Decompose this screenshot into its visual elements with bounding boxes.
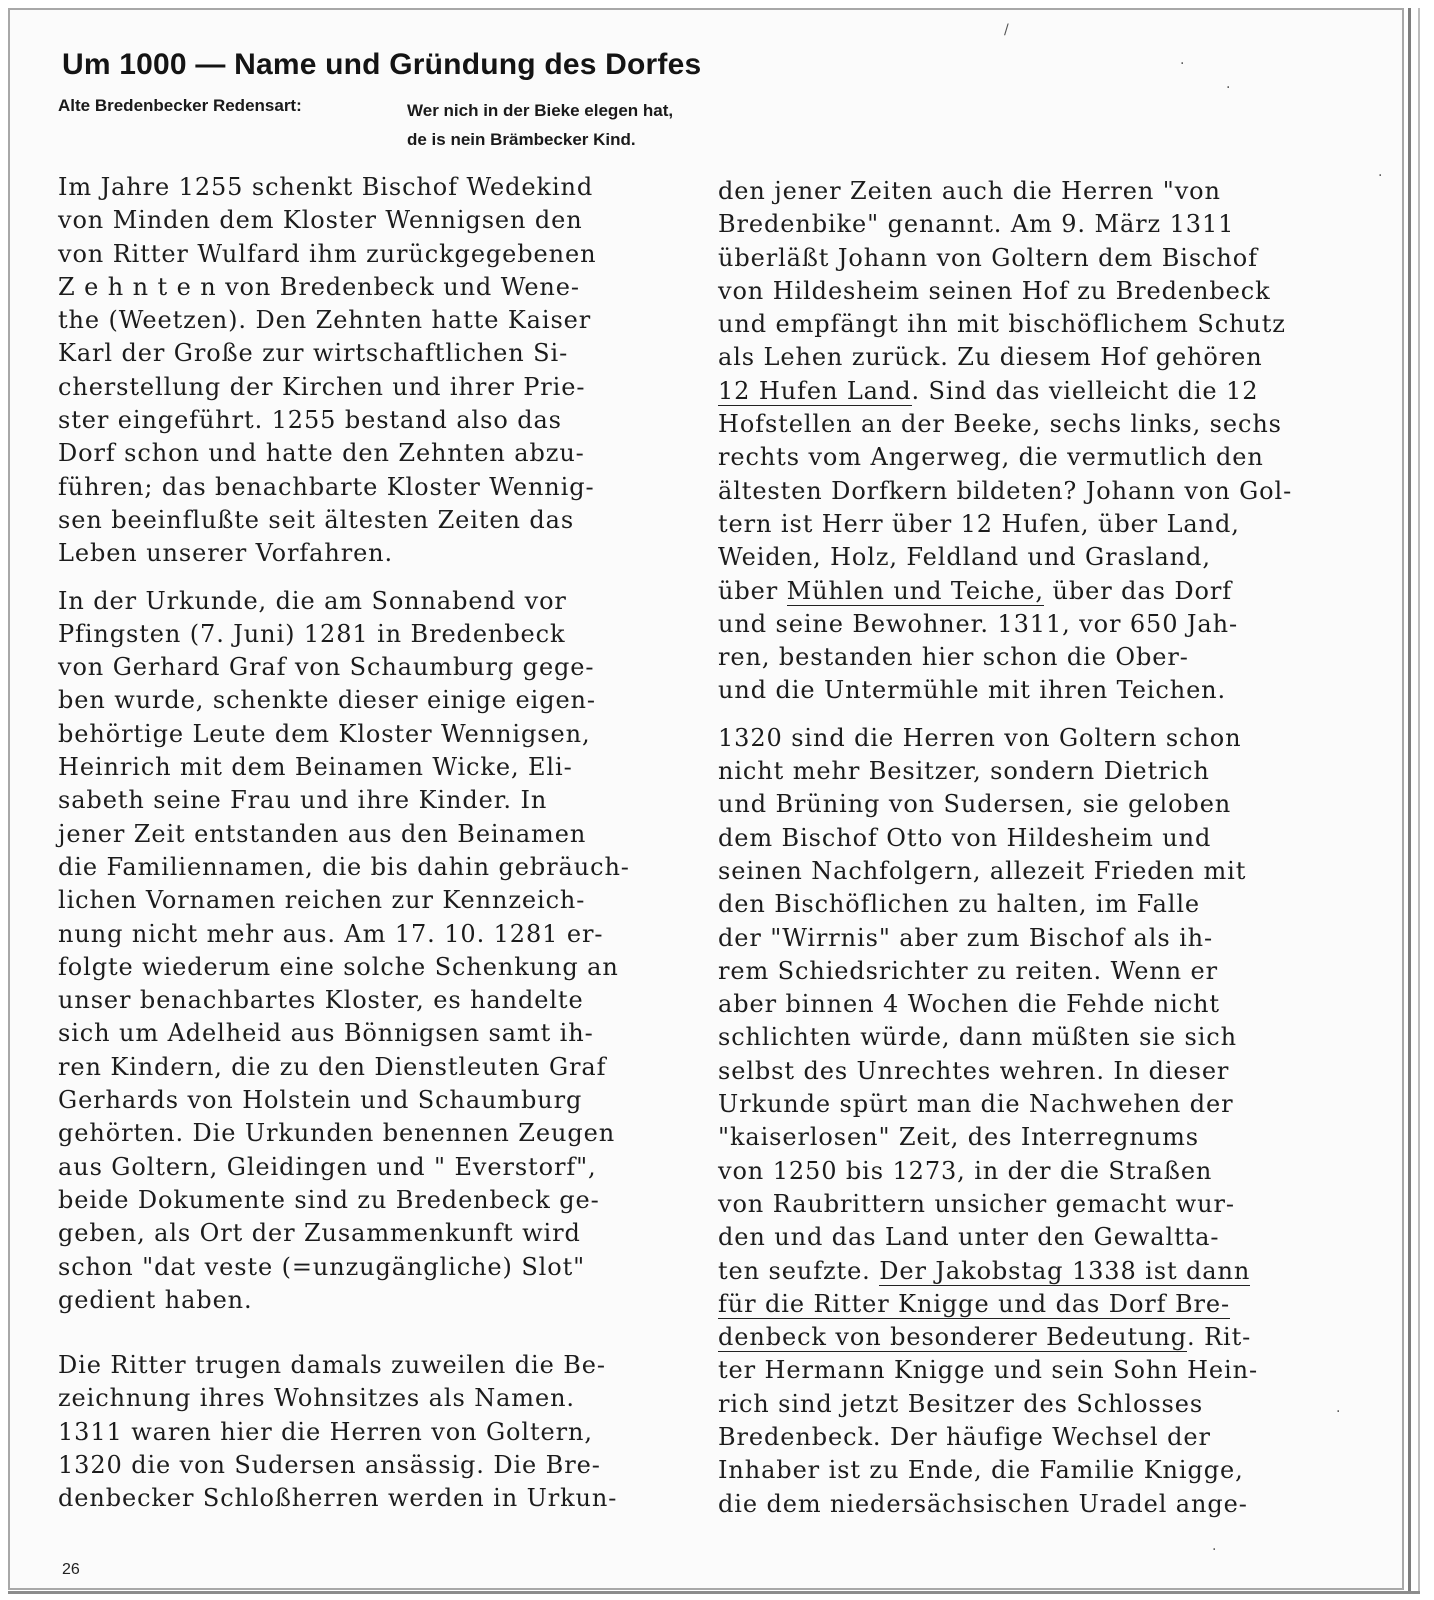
text-line: aus Goltern, Gleidingen und " Everstorf", — [58, 1152, 597, 1181]
page-number: 26 — [62, 1561, 80, 1578]
text-line: Heinrich mit dem Beinamen Wicke, Eli- — [58, 753, 573, 782]
text-line: und seine Bewohner. 1311, vor 650 Jah- — [718, 609, 1239, 638]
text-line: und Brüning von Sudersen, sie geloben — [718, 790, 1232, 819]
text-line: führen; das benachbarte Kloster Wennig- — [58, 472, 595, 501]
text-line — [718, 375, 1378, 408]
text-span: über — [718, 576, 787, 605]
text-line: Bredenbeck. Der häufige Wechsel der — [718, 1422, 1211, 1451]
text-line: 1320 die von Sudersen ansässig. Die Bre- — [58, 1450, 601, 1479]
text-line: geben, als Ort der Zusammenkunft wird — [58, 1219, 581, 1248]
underlined-text: Mühlen und Teiche, — [786, 576, 1044, 605]
saying-text — [407, 96, 673, 154]
text-line: tern ist Herr über 12 Hufen, über Land, — [718, 509, 1240, 538]
text-line: der "Wirrnis" aber zum Bischof als ih- — [718, 923, 1214, 952]
text-line: Z e h n t e n von Bredenbeck und Wene- — [58, 272, 580, 301]
text-line: lichen Vornamen reichen zur Kennzeich- — [58, 886, 586, 915]
text-line: den und das Land unter den Gewaltta- — [718, 1223, 1220, 1252]
right-column — [718, 175, 1378, 1521]
paragraph-3 — [58, 1349, 718, 1515]
scan-edge-right — [1408, 8, 1420, 1592]
paragraph-1 — [58, 171, 718, 571]
saying-label: Alte Bredenbecker Redensart: — [58, 96, 302, 115]
text-line: Im Jahre 1255 schenkt Bischof Wedekind — [58, 173, 594, 201]
text-line: Die Ritter trugen damals zuweilen die Be- — [58, 1351, 606, 1380]
text-line: schon "dat veste (=unzugängliche) Slot" — [58, 1252, 586, 1281]
text-span: ten seufzte. — [718, 1256, 880, 1285]
text-line: gehörten. Die Urkunden benennen Zeugen — [58, 1119, 616, 1148]
scan-speck: · — [1336, 1404, 1341, 1420]
text-line: unser benachbartes Kloster, es handelte — [58, 986, 584, 1015]
text-line: rechts vom Angerweg, die vermutlich den — [718, 443, 1264, 472]
text-line: ren, bestanden hier schon die Ober- — [718, 643, 1189, 672]
text-line: von Hildesheim seinen Hof zu Bredenbeck — [718, 276, 1271, 305]
text-span: . Rit- — [1187, 1323, 1252, 1352]
text-line: 1311 waren hier die Herren von Goltern, — [58, 1417, 593, 1446]
text-line: den Bischöflichen zu halten, im Falle — [718, 890, 1201, 919]
underlined-text: Der Jakobstag 1338 ist dann — [879, 1256, 1251, 1285]
text-line: nung nicht mehr aus. Am 17. 10. 1281 er- — [58, 919, 604, 948]
text-line: beide Dokumente sind zu Bredenbeck ge- — [58, 1185, 600, 1214]
text-line: sich um Adelheid aus Bönnigsen samt ih- — [58, 1019, 594, 1048]
text-line: ster eingeführt. 1255 bestand also das — [58, 406, 562, 435]
text-line: den jener Zeiten auch die Herren "von — [718, 177, 1221, 205]
text-line: Bredenbike" genannt. Am 9. März 1311 — [718, 210, 1235, 239]
text-line: Dorf schon und hatte den Zehnten abzu- — [58, 439, 585, 468]
left-column — [58, 171, 718, 1516]
text-line: folgte wiederum eine solche Schenkung an — [58, 952, 619, 981]
text-span: über das Dorf — [1043, 576, 1232, 605]
text-line: und empfängt ihn mit bischöflichem Schutz — [718, 310, 1286, 339]
text-line: sen beeinflußte seit ältesten Zeiten das — [58, 505, 575, 534]
underlined-text: 12 Hufen Land — [718, 376, 912, 405]
text-line: "kaiserlosen" Zeit, des Interregnums — [718, 1123, 1199, 1152]
text-line: Weiden, Holz, Feldland und Grasland, — [718, 543, 1211, 572]
text-line: sabeth seine Frau und ihre Kinder. In — [58, 786, 548, 815]
text-line — [718, 1255, 1378, 1288]
text-line: schlichten würde, dann müßten sie sich — [718, 1023, 1238, 1052]
text-line: Urkunde spürt man die Nachwehen der — [718, 1090, 1234, 1119]
text-line: die dem niedersächsischen Uradel ange- — [718, 1489, 1248, 1518]
text-line: Leben unserer Vorfahren. — [58, 539, 394, 568]
paragraph-5 — [718, 722, 1378, 1521]
scan-speck: · — [1226, 80, 1231, 96]
text-line: nicht mehr Besitzer, sondern Dietrich — [718, 757, 1210, 786]
text-line — [718, 1321, 1378, 1354]
text-line: als Lehen zurück. Zu diesem Hof gehören — [718, 343, 1263, 372]
scan-speck: · — [1212, 1542, 1217, 1558]
text-line: Gerhards von Holstein und Schaumburg — [58, 1086, 583, 1115]
underlined-text: für die Ritter Knigge und das Dorf Bre- — [718, 1289, 1230, 1318]
text-line: Pfingsten (7. Juni) 1281 in Bredenbeck — [58, 619, 566, 648]
text-line: von Ritter Wulfard ihm zurückgegebenen — [58, 239, 597, 268]
text-line: gedient haben. — [58, 1285, 253, 1314]
text-line: Inhaber ist zu Ende, die Familie Knigge, — [718, 1456, 1244, 1485]
scan-speck: · — [1180, 56, 1185, 72]
text-line — [718, 575, 1378, 608]
text-line: von Gerhard Graf von Schaumburg gege- — [58, 653, 595, 682]
text-line: ter Hermann Knigge und sein Sohn Hein- — [718, 1356, 1258, 1385]
text-line: ren Kindern, die zu den Dienstleuten Graf — [58, 1052, 607, 1081]
text-line: zeichnung ihres Wohnsitzes als Namen. — [58, 1384, 575, 1413]
page-title: Um 1000 — Name und Gründung des Dorfes — [62, 48, 702, 81]
paragraph-gap — [58, 571, 718, 585]
text-line: aber binnen 4 Wochen die Fehde nicht — [718, 990, 1220, 1019]
text-line: von Minden dem Kloster Wennigsen den — [58, 206, 583, 235]
text-line — [718, 1288, 1378, 1321]
paragraph-2 — [58, 585, 718, 1318]
text-line: Hofstellen an der Beeke, sechs links, sechs — [718, 410, 1282, 439]
text-line: rich sind jetzt Besitzer des Schlosses — [718, 1389, 1204, 1418]
text-line: jener Zeit entstanden aus den Beinamen — [58, 819, 587, 848]
paragraph-gap — [58, 1317, 718, 1349]
scan-speck: / — [1004, 22, 1009, 38]
scan-edge-bottom — [8, 1588, 1420, 1594]
text-line: the (Weetzen). Den Zehnten hatte Kaiser — [58, 306, 592, 335]
text-line: und die Untermühle mit ihren Teichen. — [718, 676, 1227, 705]
text-span: . Sind das vielleicht die 12 — [911, 376, 1259, 405]
text-line: In der Urkunde, die am Sonnabend vor — [58, 586, 567, 615]
saying-line: Wer nich in der Bieke elegen hat, — [407, 101, 674, 120]
underlined-text: denbeck von besonderer Bedeutung — [718, 1323, 1188, 1352]
saying-line: de is nein Brämbecker Kind. — [407, 130, 636, 149]
text-line: überläßt Johann von Goltern dem Bischof — [718, 243, 1258, 272]
text-line: cherstellung der Kirchen und ihrer Prie- — [58, 372, 586, 401]
text-line: 1320 sind die Herren von Goltern schon — [718, 723, 1242, 752]
scan-speck: · — [1378, 168, 1383, 184]
text-line: dem Bischof Otto von Hildesheim und — [718, 823, 1212, 852]
text-line: selbst des Unrechtes wehren. In dieser — [718, 1056, 1230, 1085]
text-line: ältesten Dorfkern bildeten? Johann von Gol- — [718, 476, 1293, 505]
text-line: von Raubrittern unsicher gemacht wur- — [718, 1189, 1235, 1218]
text-line: Karl der Große zur wirtschaftlichen Si- — [58, 339, 569, 368]
paragraph-4 — [718, 175, 1378, 708]
text-line: ben wurde, schenkte dieser einige eigen- — [58, 686, 596, 715]
paragraph-gap — [718, 708, 1378, 722]
text-line: rem Schiedsrichter zu reiten. Wenn er — [718, 956, 1219, 985]
text-line: von 1250 bis 1273, in der die Straßen — [718, 1156, 1213, 1185]
text-line: denbecker Schloßherren werden in Urkun- — [58, 1484, 618, 1513]
text-line: seinen Nachfolgern, allezeit Frieden mit — [718, 856, 1247, 885]
text-line: behörtige Leute dem Kloster Wennigsen, — [58, 719, 591, 748]
text-line: die Familiennamen, die bis dahin gebräuch- — [58, 852, 630, 881]
